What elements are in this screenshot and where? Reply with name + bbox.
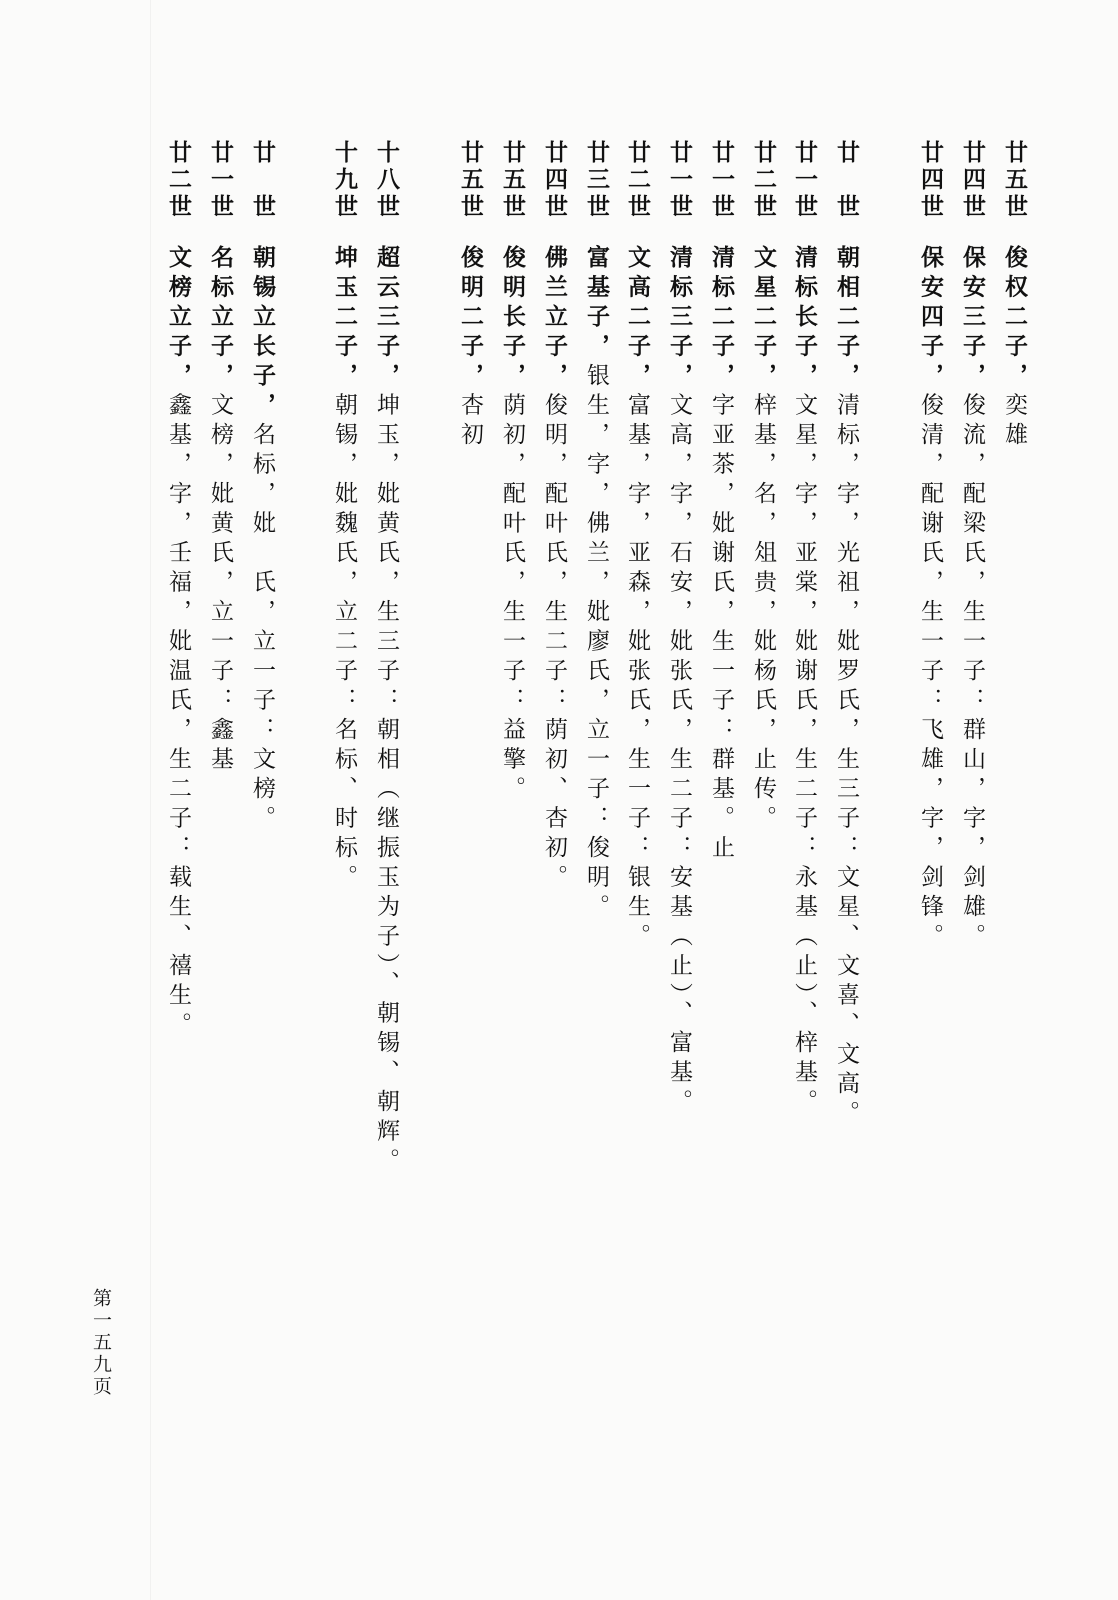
- entry-lineage: 俊权二子，: [1001, 245, 1027, 393]
- entry-lineage: 清标长子，: [791, 245, 817, 393]
- entry-text: 文高，字，石安，妣张氏，生二子：安基（止）、富基。: [666, 392, 692, 1119]
- genealogy-entry: [792, 140, 815, 1119]
- generation-label: 廿四世: [917, 140, 943, 221]
- generation-label: 廿 世: [249, 140, 275, 221]
- genealogy-entry: [542, 140, 565, 894]
- genealogy-entry: [208, 140, 231, 776]
- genealogy-entry: [960, 140, 983, 953]
- entry-text: 朝锡，妣魏氏，立二子：名标、时标。: [331, 392, 357, 894]
- genealogy-entry: [709, 140, 732, 865]
- genealogy-entry: [374, 140, 397, 1178]
- genealogy-entry: [667, 140, 690, 1119]
- entry-text: 文榜，妣黄氏，立一子：鑫基: [207, 392, 233, 776]
- entry-text: 梓基，名，俎贵，妣杨氏，止传。: [750, 392, 776, 835]
- generation-label: 廿二世: [624, 140, 650, 221]
- generation-label: 廿二世: [750, 140, 776, 221]
- entry-lineage: 俊明长子，: [499, 245, 525, 393]
- genealogy-entry: [500, 140, 523, 806]
- entry-lineage: 文高二子，: [624, 245, 650, 393]
- entry-lineage: 保安四子，: [917, 245, 943, 393]
- entry-text: 奕雄: [1001, 392, 1027, 452]
- genealogy-entry: [166, 140, 189, 1042]
- entry-text: 杏初: [457, 392, 483, 452]
- genealogy-entry: [918, 140, 941, 953]
- entry-text: 俊流，配梁氏，生一子：群山，字，剑雄。: [959, 392, 985, 953]
- entry-lineage: 朝锡立长子，: [249, 245, 275, 422]
- generation-label: 廿一世: [666, 140, 692, 221]
- entry-lineage: 文星二子，: [750, 245, 776, 393]
- entry-lineage: 保安三子，: [959, 245, 985, 393]
- entry-lineage: 超云三子，: [373, 245, 399, 393]
- generation-label: 廿四世: [959, 140, 985, 221]
- generation-label: 廿一世: [708, 140, 734, 221]
- entry-text: 名标，妣 氏，立一子：文榜。: [249, 422, 275, 835]
- genealogy-entry: [458, 140, 481, 452]
- generation-label: 廿 世: [833, 140, 859, 221]
- entry-lineage: 富基子，: [583, 245, 609, 363]
- generation-label: 十八世: [373, 140, 399, 221]
- genealogy-entry: [751, 140, 774, 835]
- page-number: 第一五九页: [90, 1288, 112, 1398]
- generation-label: 廿四世: [541, 140, 567, 221]
- entry-text: 荫初，配叶氏，生一子：益擎。: [499, 392, 525, 806]
- generation-label: 廿五世: [499, 140, 525, 221]
- entry-lineage: 清标二子，: [708, 245, 734, 393]
- entry-lineage: 俊明二子，: [457, 245, 483, 393]
- generation-label: 廿二世: [165, 140, 191, 221]
- entry-text: 清标，字，光祖，妣罗氏，生三子：文星、文喜、文高。: [833, 392, 859, 1130]
- genealogy-entry: [834, 140, 857, 1130]
- genealogy-entry: [332, 140, 355, 894]
- genealogy-entry: [250, 140, 273, 835]
- generation-label: 廿一世: [791, 140, 817, 221]
- entry-text: 俊明，配叶氏，生二子：荫初、杏初。: [541, 392, 567, 894]
- entry-lineage: 文榜立子，: [165, 245, 191, 393]
- generation-label: 廿五世: [457, 140, 483, 221]
- entry-text: 文星，字，亚棠，妣谢氏，生二子：永基（止）、梓基。: [791, 392, 817, 1119]
- entry-text: 鑫基，字，壬福，妣温氏，生二子：载生、禧生。: [165, 392, 191, 1042]
- entry-text: 字亚茶，妣谢氏，生一子：群基。止: [708, 392, 734, 865]
- generation-label: 廿五世: [1001, 140, 1027, 221]
- entry-text: 富基，字，亚森，妣张氏，生一子：银生。: [624, 392, 650, 953]
- entry-lineage: 坤玉二子，: [331, 245, 357, 393]
- entry-lineage: 名标立子，: [207, 245, 233, 393]
- genealogy-entry: [584, 140, 607, 924]
- entry-lineage: 清标三子，: [666, 245, 692, 393]
- genealogy-entry: [1002, 140, 1025, 452]
- entry-lineage: 佛兰立子，: [541, 245, 567, 393]
- entry-text: 坤玉，妣黄氏，生三子：朝相（继振玉为子）、朝锡、朝辉。: [373, 392, 399, 1178]
- entry-text: 银生，字，佛兰，妣廖氏，立一子：俊明。: [583, 363, 609, 924]
- page-spine-shadow: [150, 0, 151, 1600]
- generation-label: 廿一世: [207, 140, 233, 221]
- generation-label: 十九世: [331, 140, 357, 221]
- entry-text: 俊清，配谢氏，生一子：飞雄，字，剑锋。: [917, 392, 943, 953]
- entry-lineage: 朝相二子，: [833, 245, 859, 393]
- generation-label: 廿三世: [583, 140, 609, 221]
- genealogy-entry: [625, 140, 648, 953]
